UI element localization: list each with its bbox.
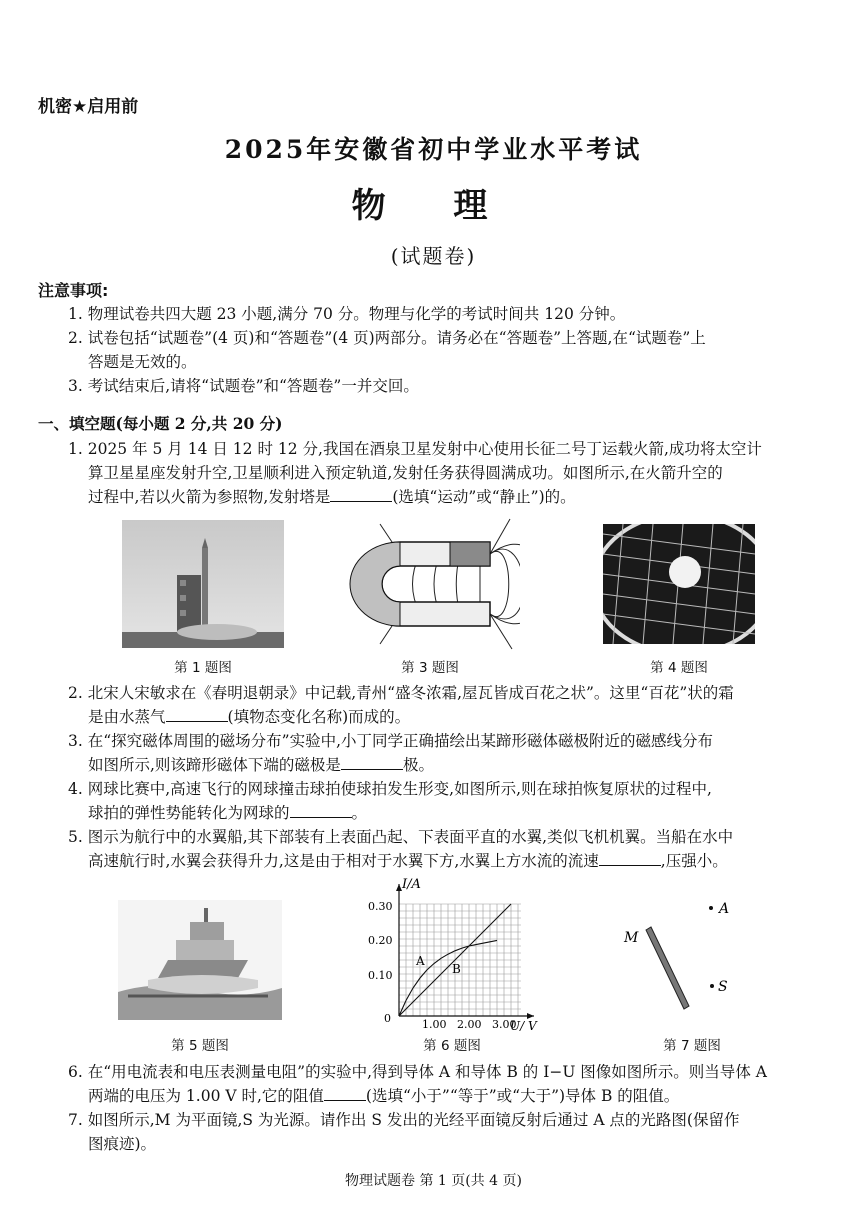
q6-text: 两端的电压为 1.00 V 时,它的阻值 bbox=[88, 1087, 324, 1105]
confidential-label: 机密★启用前 bbox=[38, 97, 139, 117]
q4-line: 4. 网球比赛中,高速飞行的网球撞击球拍使球拍发生形变,如图所示,则在球拍恢复原状的过程中, bbox=[68, 780, 712, 798]
q5-text: ,压强小。 bbox=[660, 852, 728, 870]
q1-line: 1. 2025 年 5 月 14 日 12 时 12 分,我国在酒泉卫星发射中心使用长征二号丁运载火箭,成功将太空计 bbox=[68, 440, 762, 458]
q6-text: (选填“小于”“等于”或“大于”)导体 B 的阻值。 bbox=[365, 1087, 680, 1105]
q1-text: 过程中,若以火箭为参照物,发射塔是 bbox=[88, 488, 331, 506]
subject-title: 物 理 bbox=[351, 186, 516, 226]
origin-label: 0 bbox=[384, 1012, 391, 1025]
q7-line: 7. 如图所示,M 为平面镜,S 为光源。请作出 S 发出的光经平面镜反射后通过 A 点的光路图(保留作 bbox=[68, 1111, 740, 1129]
q5-line: 5. 图示为航行中的水翼船,其下部装有上表面凸起、下表面平直的水翼,类似飞机机翼。当船在水中 bbox=[68, 828, 734, 846]
x-axis-label: U/ V bbox=[510, 1019, 537, 1033]
point-s-dot bbox=[710, 984, 714, 988]
fig4-tennis-image bbox=[603, 524, 755, 644]
q3-text: 极。 bbox=[402, 756, 434, 774]
answer-blank[interactable] bbox=[341, 755, 403, 770]
fig3-caption: 第 3 题图 bbox=[401, 660, 459, 676]
notice-item: 2. 试卷包括“试题卷”(4 页)和“答题卷”(4 页)两部分。请务必在“答题卷”上答题,在“试题卷”上 bbox=[68, 329, 706, 347]
x-tick-label: 3.00 bbox=[492, 1018, 517, 1031]
q3-line bbox=[88, 753, 434, 777]
q2-text: (填物态变化名称)而成的。 bbox=[227, 708, 411, 726]
answer-blank[interactable] bbox=[290, 803, 352, 818]
q3-line: 3. 在“探究磁体周围的磁场分布”实验中,小丁同学正确描绘出某蹄形磁体磁极附近的磁感线分布 bbox=[68, 732, 713, 750]
q2-line bbox=[88, 705, 410, 729]
q5-line bbox=[88, 849, 728, 873]
fig1-caption: 第 1 题图 bbox=[174, 660, 232, 676]
q4-text: 球拍的弹性势能转化为网球的 bbox=[88, 804, 290, 822]
notice-item: 3. 考试结束后,请将“试题卷”和“答题卷”一并交回。 bbox=[68, 377, 419, 395]
q3-text: 如图所示,则该蹄形磁体下端的磁极是 bbox=[88, 756, 341, 774]
fig1-rocket-image bbox=[122, 520, 284, 648]
x-tick-label: 1.00 bbox=[422, 1018, 447, 1031]
q4-text: 。 bbox=[351, 804, 368, 822]
y-tick-label: 0.20 bbox=[368, 934, 393, 947]
point-a-label: A bbox=[719, 901, 730, 917]
exam-title: 2025年安徽省初中学业水平考试 bbox=[224, 135, 643, 164]
fig6-iu-graph bbox=[362, 874, 542, 1034]
q6-line bbox=[88, 1084, 679, 1108]
point-s-label: S bbox=[718, 979, 728, 995]
x-tick-label: 2.00 bbox=[457, 1018, 482, 1031]
y-tick-label: 0.30 bbox=[368, 900, 393, 913]
paper-type: (试题卷) bbox=[390, 244, 477, 268]
series-a-label: A bbox=[416, 954, 425, 968]
q4-line bbox=[88, 801, 367, 825]
q5-text: 高速航行时,水翼会获得升力,这是由于相对于水翼下方,水翼上方水流的流速 bbox=[88, 852, 599, 870]
answer-blank[interactable] bbox=[330, 487, 392, 502]
q7-line: 图痕迹)。 bbox=[88, 1135, 157, 1153]
plane-mirror bbox=[646, 927, 689, 1009]
answer-blank[interactable] bbox=[599, 851, 661, 866]
q2-line: 2. 北宋人宋敏求在《春明退朝录》中记载,青州“盛冬浓霜,屋瓦皆成百花之状”。这里“百花”状的霜 bbox=[68, 684, 734, 702]
q6-line: 6. 在“用电流表和电压表测量电阻”的实验中,得到导体 A 和导体 B 的 I−U 图像如图所示。则当导体 A bbox=[68, 1063, 767, 1081]
fig7-caption: 第 7 题图 bbox=[663, 1038, 721, 1054]
series-b-label: B bbox=[452, 962, 461, 976]
point-a-dot bbox=[709, 906, 713, 910]
page-footer: 物理试题卷 第 1 页(共 4 页) bbox=[345, 1173, 522, 1189]
answer-blank[interactable] bbox=[324, 1086, 366, 1101]
notice-item: 答题是无效的。 bbox=[88, 353, 197, 371]
section-heading: 一、填空题(每小题 2 分,共 20 分) bbox=[38, 414, 283, 433]
q1-text: (选填“运动”或“静止”)的。 bbox=[392, 488, 576, 506]
y-tick-label: 0.10 bbox=[368, 969, 393, 982]
q1-line bbox=[88, 485, 576, 509]
mirror-label: M bbox=[624, 930, 639, 946]
q1-line: 算卫星星座发射升空,卫星顺利进入预定轨道,发射任务获得圆满成功。如图所示,在火箭升空的 bbox=[88, 464, 723, 482]
fig5-caption: 第 5 题图 bbox=[171, 1038, 229, 1054]
y-axis-label: I/A bbox=[402, 877, 421, 892]
notice-item: 1. 物理试卷共四大题 23 小题,满分 70 分。物理与化学的考试时间共 120 分钟。 bbox=[68, 305, 626, 323]
fig6-caption: 第 6 题图 bbox=[423, 1038, 481, 1054]
fig3-magnet-diagram bbox=[340, 514, 520, 654]
q2-text: 是由水蒸气 bbox=[88, 708, 166, 726]
fig7-mirror-diagram bbox=[618, 894, 738, 1014]
fig4-caption: 第 4 题图 bbox=[650, 660, 708, 676]
answer-blank[interactable] bbox=[166, 707, 228, 722]
fig5-hydrofoil-image bbox=[118, 900, 282, 1020]
notice-heading: 注意事项: bbox=[38, 281, 109, 300]
